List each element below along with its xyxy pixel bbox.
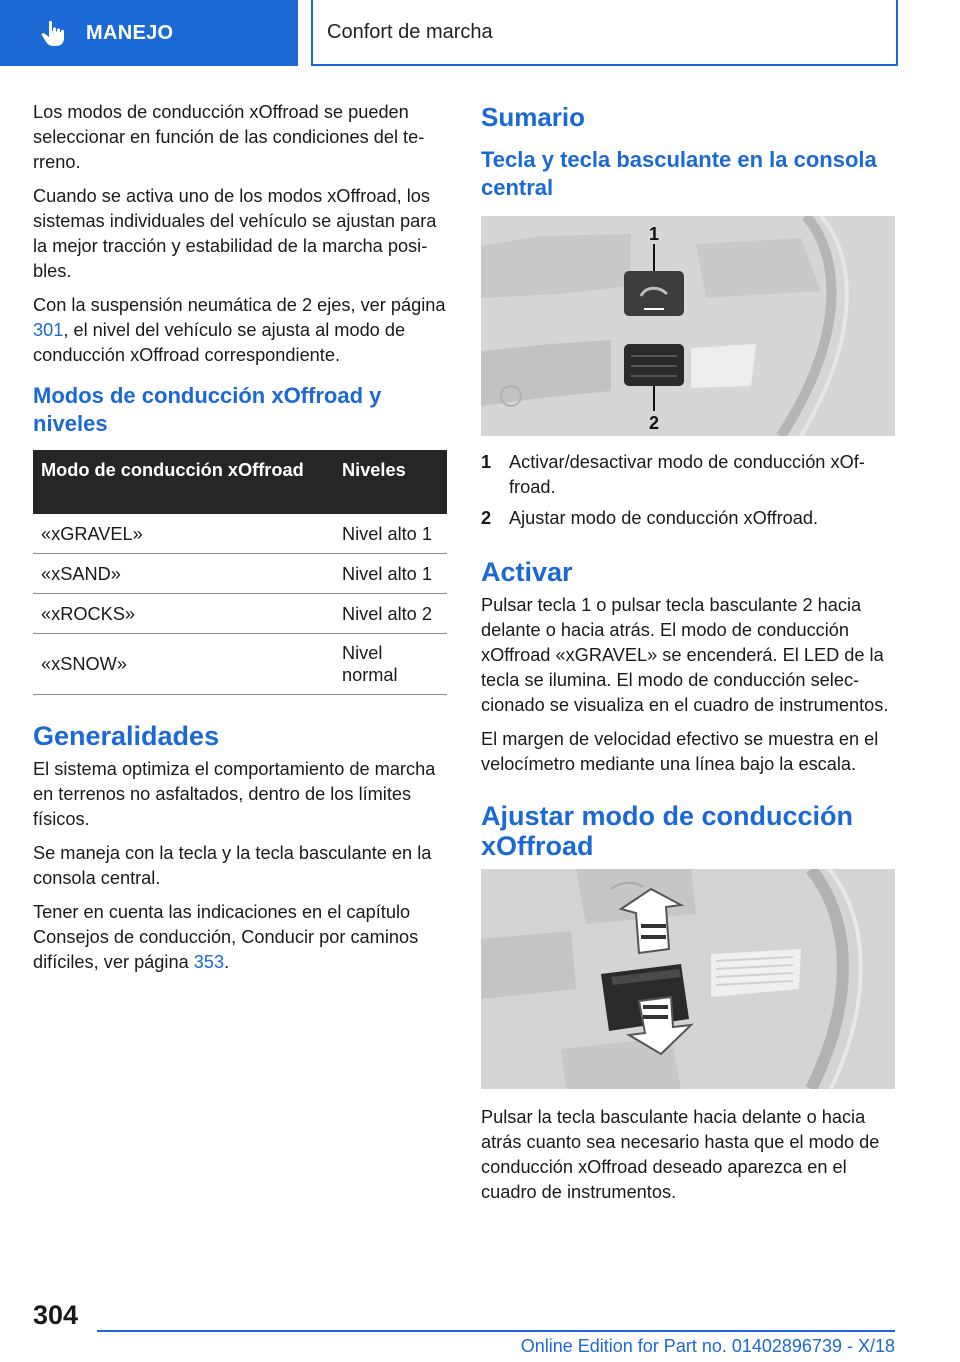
page-link-301[interactable]: 301 (33, 320, 64, 340)
activate-paragraph-1: Pulsar tecla 1 o pulsar tecla basculante 2 hacia delante o hacia atrás. El modo de conducción xOffroad «xGRAVEL» se encenderá. El LED de la tecla se ilumina. El modo de conducción seleccionado se visualiza en el cuadro de instrumentos. (481, 595, 889, 715)
note-text-after: . (224, 952, 230, 972)
console-illustration (481, 216, 895, 436)
table-cell-mode: «xSAND» (33, 554, 334, 594)
figure-label-2: 2 (649, 413, 660, 433)
note-paragraph (33, 900, 448, 975)
chapter-tab-label: MANEJO (86, 21, 174, 44)
console-heading: Tecla y tecla basculante en la consola central (481, 147, 877, 200)
page-number: 304 (33, 1300, 79, 1330)
legend-text: Activar/desactivar modo de conducción xOffroad. (509, 452, 865, 497)
general-heading: Generalidades (33, 721, 220, 751)
legend-number: 1 (481, 452, 492, 472)
activate-heading: Activar (481, 557, 573, 587)
table-header-row (33, 450, 447, 514)
legend-item (481, 506, 895, 531)
page-header (0, 0, 960, 66)
table-cell-level: Nivel alto 2 (334, 594, 447, 634)
table-cell-mode: «xGRAVEL» (33, 514, 334, 554)
adjust-paragraph: Pulsar la tecla basculante hacia delante o hacia atrás cuanto sea necesario hasta que el modo de conducción xOffroad deseado aparezca en el cuadro de instrumentos. (481, 1107, 880, 1202)
console-figure (481, 216, 895, 436)
activate-paragraph-2: El margen de velocidad efectivo se muestra en el velocímetro mediante una línea bajo la escala. (481, 729, 879, 774)
table-header-mode: Modo de conducción xOffroad (33, 450, 334, 514)
table-header-levels: Niveles (334, 450, 447, 514)
suspension-text-after: , el nivel del vehículo se ajusta al modo de conducción xOffroad correspondiente. (33, 320, 406, 365)
left-column (33, 100, 448, 984)
adjust-heading: Ajustar modo de conducción xOffroad (481, 801, 854, 861)
note-text-before: Tener en cuenta las indicaciones en el capítulo Consejos de conducción, Conducir por caminos difíciles, ver página (33, 902, 419, 972)
table-cell-mode: «xROCKS» (33, 594, 334, 634)
intro-paragraph-1: Los modos de conducción xOffroad se pueden seleccionar en función de las condiciones del terreno. (33, 102, 425, 172)
table-row (33, 594, 447, 634)
section-tab (311, 0, 898, 66)
footer-divider (97, 1330, 895, 1332)
rocker-illustration (481, 869, 895, 1089)
table-cell-level: Nivel alto 1 (334, 514, 447, 554)
figure-label-1: 1 (649, 224, 660, 244)
page-link-353[interactable]: 353 (193, 952, 225, 972)
table-row (33, 514, 447, 554)
table-row (33, 634, 447, 695)
rocker-figure (481, 869, 895, 1089)
section-tab-label: Confort de marcha (327, 20, 493, 43)
general-paragraph-2: Se maneja con la tecla y la tecla basculante en la consola central. (33, 843, 432, 888)
modes-table (33, 450, 447, 695)
legend-text: Ajustar modo de conducción xOffroad. (509, 508, 819, 528)
legend-number: 2 (481, 508, 492, 528)
modes-heading: Modos de conducción xOffroad y niveles (33, 383, 382, 436)
chapter-tab (0, 0, 298, 66)
legend-item (481, 450, 895, 500)
right-column (481, 100, 895, 1214)
table-row (33, 554, 447, 594)
hand-pointer-icon (38, 18, 68, 48)
table-cell-level: Nivel normal (334, 634, 447, 695)
summary-heading: Sumario (481, 102, 586, 132)
suspension-paragraph (33, 293, 448, 368)
suspension-text-before: Con la suspensión neumática de 2 ejes, ver página (33, 295, 446, 315)
table-cell-level: Nivel alto 1 (334, 554, 447, 594)
general-paragraph-1: El sistema optimiza el comportamiento de marcha en terrenos no asfaltados, dentro de los límites físicos. (33, 759, 436, 829)
table-cell-mode: «xSNOW» (33, 634, 334, 695)
edition-text: Online Edition for Part no. 01402896739 - X/18 (520, 1336, 895, 1356)
intro-paragraph-2: Cuando se activa uno de los modos xOffroad, los sistemas individuales del vehículo se ajustan para la mejor tracción y estabilidad de la marcha posibles. (33, 186, 437, 281)
